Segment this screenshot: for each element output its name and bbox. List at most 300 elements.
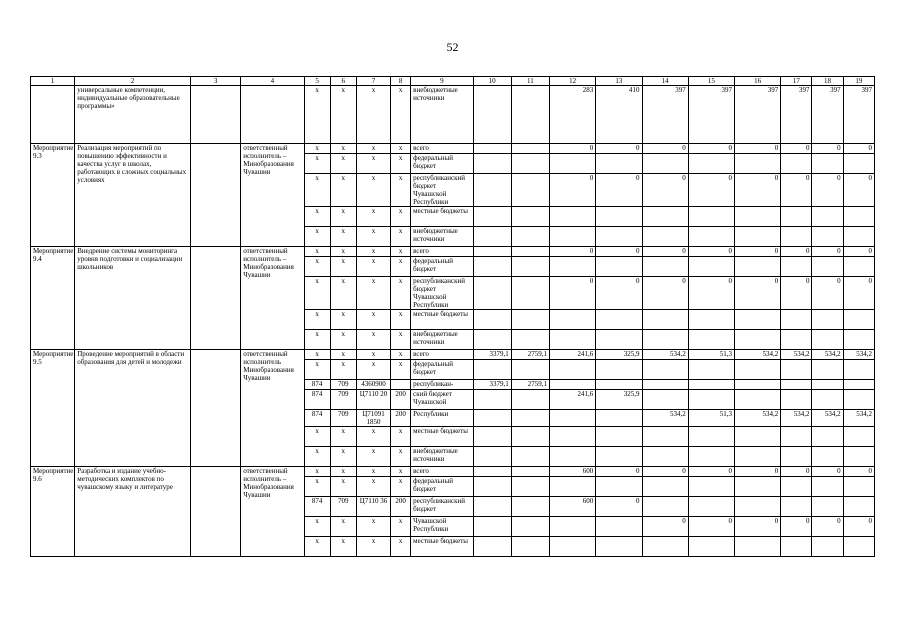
amount-cell: 241,6 xyxy=(549,390,595,410)
budget-code: x xyxy=(356,277,390,310)
amount-cell: 51,3 xyxy=(688,350,734,360)
amount-cell: 0 xyxy=(688,174,734,207)
budget-code: 874 xyxy=(304,380,330,390)
amount-cell xyxy=(473,310,511,330)
amount-cell xyxy=(642,537,688,557)
column-number: 4 xyxy=(241,77,304,86)
amount-cell xyxy=(511,154,549,174)
funding-source: республикан- xyxy=(411,380,473,390)
budget-code: x xyxy=(356,537,390,557)
event-description: Разработка и издание учебно-методических комплектов по чувашскому языку и литературе xyxy=(75,467,191,557)
amount-cell xyxy=(843,537,874,557)
budget-code: x xyxy=(356,86,390,144)
budget-code: x xyxy=(304,310,330,330)
budget-code: x xyxy=(330,447,356,467)
amount-cell xyxy=(812,477,843,497)
amount-cell: 0 xyxy=(781,467,812,477)
budget-code: x xyxy=(330,207,356,227)
budget-code: x xyxy=(356,174,390,207)
budget-code: 874 xyxy=(304,497,330,517)
budget-code: 709 xyxy=(330,390,356,410)
amount-cell xyxy=(642,497,688,517)
event-description: Проведение мероприятий в области образования для детей и молодежи xyxy=(75,350,191,467)
budget-code: x xyxy=(330,154,356,174)
amount-cell: 0 xyxy=(812,517,843,537)
amount-cell xyxy=(812,257,843,277)
amount-cell xyxy=(596,310,642,330)
amount-cell xyxy=(511,207,549,227)
amount-cell xyxy=(735,537,781,557)
amount-cell: 0 xyxy=(735,277,781,310)
budget-code: x xyxy=(356,207,390,227)
amount-cell: 3379,1 xyxy=(473,380,511,390)
budget-code: x xyxy=(391,477,411,497)
amount-cell: 0 xyxy=(843,247,874,257)
budget-code: 200 xyxy=(391,497,411,517)
amount-cell xyxy=(511,144,549,154)
budget-code: x xyxy=(391,277,411,310)
amount-cell: 283 xyxy=(549,86,595,144)
event-description: Реализация мероприятий по повышению эффективности и качества услуг в школах, работающих в сложных социальных условиях xyxy=(75,144,191,247)
budget-code: x xyxy=(391,360,411,380)
budget-code: Ц7110 36 xyxy=(356,497,390,517)
amount-cell xyxy=(781,310,812,330)
amount-cell: 0 xyxy=(781,144,812,154)
budget-code: 709 xyxy=(330,410,356,427)
amount-cell: 0 xyxy=(596,174,642,207)
amount-cell: 325,9 xyxy=(596,350,642,360)
amount-cell xyxy=(688,330,734,350)
budget-code: 4360900 xyxy=(356,380,390,390)
amount-cell xyxy=(688,477,734,497)
budget-code: x xyxy=(330,86,356,144)
amount-cell xyxy=(843,447,874,467)
amount-cell xyxy=(549,477,595,497)
budget-code: x xyxy=(391,257,411,277)
amount-cell xyxy=(688,390,734,410)
amount-cell xyxy=(735,380,781,390)
amount-cell xyxy=(642,447,688,467)
budget-code: x xyxy=(356,467,390,477)
amount-cell xyxy=(596,330,642,350)
amount-cell: 397 xyxy=(781,86,812,144)
amount-cell xyxy=(473,154,511,174)
event-number: Мероприятие 9.3 xyxy=(31,144,75,247)
budget-code: 200 xyxy=(391,410,411,427)
budget-code: x xyxy=(304,257,330,277)
budget-code: 200 xyxy=(391,390,411,410)
column-number: 6 xyxy=(330,77,356,86)
amount-cell: 2759,1 xyxy=(511,350,549,360)
amount-cell xyxy=(642,427,688,447)
column-number: 10 xyxy=(473,77,511,86)
event-number: Мероприятие 9.5 xyxy=(31,350,75,467)
amount-cell xyxy=(549,427,595,447)
amount-cell: 2759,1 xyxy=(511,380,549,390)
budget-code: x xyxy=(304,227,330,247)
amount-cell xyxy=(812,380,843,390)
amount-cell xyxy=(812,427,843,447)
funding-source: Республики xyxy=(411,410,473,427)
amount-cell: 0 xyxy=(812,144,843,154)
amount-cell xyxy=(735,330,781,350)
amount-cell xyxy=(735,360,781,380)
column-number: 14 xyxy=(642,77,688,86)
budget-code: x xyxy=(304,207,330,227)
amount-cell xyxy=(549,227,595,247)
amount-cell xyxy=(812,537,843,557)
budget-code: x xyxy=(304,277,330,310)
event-number: Мероприятие 9.6 xyxy=(31,467,75,557)
amount-cell xyxy=(812,154,843,174)
amount-cell xyxy=(596,360,642,380)
amount-cell: 0 xyxy=(642,277,688,310)
budget-code: x xyxy=(391,154,411,174)
amount-cell xyxy=(473,330,511,350)
amount-cell xyxy=(642,310,688,330)
amount-cell: 0 xyxy=(596,467,642,477)
funding-source: внебюджетные источники xyxy=(411,227,473,247)
column-number: 18 xyxy=(812,77,843,86)
funding-source: всего xyxy=(411,247,473,257)
budget-code: x xyxy=(356,427,390,447)
funding-source: местные бюджеты xyxy=(411,537,473,557)
budget-code: x xyxy=(356,350,390,360)
amount-cell: 0 xyxy=(781,277,812,310)
amount-cell xyxy=(688,154,734,174)
funding-source: федеральный бюджет xyxy=(411,154,473,174)
amount-cell xyxy=(511,330,549,350)
column-number: 7 xyxy=(356,77,390,86)
budget-code: x xyxy=(391,227,411,247)
amount-cell xyxy=(473,477,511,497)
funding-source: республиканский бюджет xyxy=(411,497,473,517)
amount-cell xyxy=(549,310,595,330)
goal-cell xyxy=(190,86,240,144)
amount-cell xyxy=(549,517,595,537)
amount-cell xyxy=(812,447,843,467)
amount-cell xyxy=(596,410,642,427)
amount-cell: 397 xyxy=(843,86,874,144)
amount-cell xyxy=(642,477,688,497)
responsible-cell xyxy=(241,86,304,144)
column-number: 16 xyxy=(735,77,781,86)
amount-cell: 0 xyxy=(812,467,843,477)
amount-cell xyxy=(511,427,549,447)
budget-code: x xyxy=(304,154,330,174)
amount-cell xyxy=(596,154,642,174)
amount-cell xyxy=(596,257,642,277)
amount-cell xyxy=(473,86,511,144)
amount-cell: 0 xyxy=(688,247,734,257)
amount-cell xyxy=(511,227,549,247)
budget-code: x xyxy=(356,154,390,174)
budget-code: x xyxy=(304,247,330,257)
amount-cell: 0 xyxy=(596,247,642,257)
amount-cell xyxy=(812,497,843,517)
amount-cell: 0 xyxy=(843,174,874,207)
amount-cell xyxy=(688,380,734,390)
funding-source: федеральный бюджет xyxy=(411,257,473,277)
header-row xyxy=(31,77,875,86)
amount-cell xyxy=(843,330,874,350)
budget-code: x xyxy=(330,477,356,497)
column-number: 8 xyxy=(391,77,411,86)
funding-source: Чувашской Республики xyxy=(411,517,473,537)
amount-cell xyxy=(781,257,812,277)
amount-cell xyxy=(511,517,549,537)
budget-code: 709 xyxy=(330,497,356,517)
funding-source: всего xyxy=(411,467,473,477)
amount-cell xyxy=(473,467,511,477)
funding-source: всего xyxy=(411,144,473,154)
amount-cell: 0 xyxy=(735,517,781,537)
budget-code: x xyxy=(330,360,356,380)
amount-cell: 0 xyxy=(812,174,843,207)
amount-cell xyxy=(642,390,688,410)
event-number: Мероприятие 9.4 xyxy=(31,247,75,350)
budget-code: x xyxy=(391,447,411,467)
amount-cell: 241,6 xyxy=(549,350,595,360)
amount-cell xyxy=(688,310,734,330)
amount-cell xyxy=(843,390,874,410)
budget-code: x xyxy=(356,517,390,537)
budget-code: x xyxy=(356,247,390,257)
column-number: 11 xyxy=(511,77,549,86)
amount-cell xyxy=(596,537,642,557)
amount-cell xyxy=(781,154,812,174)
amount-cell: 0 xyxy=(812,277,843,310)
amount-cell: 0 xyxy=(781,247,812,257)
amount-cell xyxy=(843,427,874,447)
budget-code: x xyxy=(330,350,356,360)
column-number: 17 xyxy=(781,77,812,86)
amount-cell xyxy=(642,380,688,390)
budget-code: x xyxy=(356,227,390,247)
amount-cell xyxy=(511,497,549,517)
amount-cell: 0 xyxy=(549,247,595,257)
amount-cell xyxy=(781,447,812,467)
amount-cell xyxy=(473,257,511,277)
amount-cell: 600 xyxy=(549,497,595,517)
amount-cell: 534,2 xyxy=(781,350,812,360)
responsible-executor: ответственный исполнитель – Минобразования Чувашии xyxy=(241,144,304,247)
event-description: Внедрение системы мониторинга уровня подготовки и социализации школьников xyxy=(75,247,191,350)
budget-code: x xyxy=(330,467,356,477)
amount-cell xyxy=(735,154,781,174)
amount-cell xyxy=(549,360,595,380)
amount-cell xyxy=(781,390,812,410)
amount-cell xyxy=(781,380,812,390)
budget-code: x xyxy=(304,174,330,207)
budget-code: x xyxy=(356,310,390,330)
amount-cell xyxy=(473,247,511,257)
budget-code: 874 xyxy=(304,390,330,410)
amount-cell xyxy=(735,310,781,330)
amount-cell xyxy=(511,247,549,257)
amount-cell xyxy=(473,427,511,447)
budget-code: x xyxy=(304,467,330,477)
funding-source: федеральный бюджет xyxy=(411,477,473,497)
table-row xyxy=(31,350,875,360)
budget-code: x xyxy=(330,517,356,537)
budget-code: x xyxy=(330,257,356,277)
amount-cell xyxy=(473,537,511,557)
amount-cell xyxy=(735,427,781,447)
amount-cell xyxy=(596,380,642,390)
continuation-row xyxy=(31,86,875,144)
amount-cell xyxy=(781,497,812,517)
amount-cell: 0 xyxy=(688,277,734,310)
goal-cell xyxy=(190,350,240,467)
amount-cell: 0 xyxy=(642,174,688,207)
budget-code: Ц7110 20 xyxy=(356,390,390,410)
amount-cell xyxy=(511,477,549,497)
amount-cell xyxy=(843,310,874,330)
amount-cell: 534,2 xyxy=(735,350,781,360)
amount-cell xyxy=(843,257,874,277)
goal-cell xyxy=(190,467,240,557)
amount-cell: 0 xyxy=(781,517,812,537)
amount-cell xyxy=(642,207,688,227)
amount-cell xyxy=(642,330,688,350)
column-number: 5 xyxy=(304,77,330,86)
column-number: 2 xyxy=(75,77,191,86)
budget-code: x xyxy=(330,427,356,447)
amount-cell: 0 xyxy=(843,467,874,477)
budget-code: x xyxy=(304,517,330,537)
amount-cell: 0 xyxy=(843,277,874,310)
budget-code: x xyxy=(391,537,411,557)
budget-code: x xyxy=(304,144,330,154)
budget-code: x xyxy=(330,537,356,557)
amount-cell: 397 xyxy=(688,86,734,144)
amount-cell xyxy=(688,427,734,447)
amount-cell: 0 xyxy=(735,247,781,257)
budget-code: x xyxy=(391,517,411,537)
amount-cell: 534,2 xyxy=(843,350,874,360)
budget-code xyxy=(391,380,411,390)
budget-code: x xyxy=(304,537,330,557)
budget-code: x xyxy=(391,144,411,154)
budget-code: Ц71091 1850 xyxy=(356,410,390,427)
amount-cell xyxy=(473,447,511,467)
amount-cell xyxy=(688,447,734,467)
budget-code: x xyxy=(304,427,330,447)
amount-cell xyxy=(781,360,812,380)
amount-cell xyxy=(596,517,642,537)
funding-source: местные бюджеты xyxy=(411,427,473,447)
amount-cell: 534,2 xyxy=(642,350,688,360)
goal-cell xyxy=(190,247,240,350)
budget-code: x xyxy=(330,310,356,330)
amount-cell xyxy=(843,154,874,174)
amount-cell xyxy=(511,257,549,277)
amount-cell xyxy=(549,447,595,467)
amount-cell: 0 xyxy=(549,174,595,207)
amount-cell xyxy=(596,427,642,447)
budget-code: x xyxy=(330,144,356,154)
amount-cell xyxy=(642,257,688,277)
amount-cell xyxy=(549,380,595,390)
funding-source: ский бюджет Чувашской xyxy=(411,390,473,410)
amount-cell xyxy=(549,330,595,350)
amount-cell: 51,3 xyxy=(688,410,734,427)
budget-code: x xyxy=(391,174,411,207)
budget-code: x xyxy=(330,174,356,207)
budget-code: x xyxy=(356,257,390,277)
amount-cell: 0 xyxy=(781,174,812,207)
amount-cell xyxy=(511,467,549,477)
funding-source: внебюджетные источники xyxy=(411,86,473,144)
amount-cell xyxy=(735,390,781,410)
amount-cell xyxy=(549,410,595,427)
amount-cell: 0 xyxy=(596,277,642,310)
amount-cell xyxy=(549,154,595,174)
goal-cell xyxy=(190,144,240,247)
table-row xyxy=(31,247,875,257)
column-number: 12 xyxy=(549,77,595,86)
amount-cell xyxy=(843,380,874,390)
amount-cell xyxy=(549,257,595,277)
amount-cell: 0 xyxy=(688,467,734,477)
amount-cell xyxy=(596,447,642,467)
amount-cell xyxy=(735,447,781,467)
amount-cell xyxy=(812,360,843,380)
amount-cell xyxy=(735,477,781,497)
amount-cell xyxy=(688,537,734,557)
funding-source: республиканский бюджет Чувашской Республики xyxy=(411,277,473,310)
funding-source: местные бюджеты xyxy=(411,310,473,330)
budget-code: 709 xyxy=(330,380,356,390)
event-cell xyxy=(31,86,75,144)
amount-cell: 0 xyxy=(735,144,781,154)
amount-cell xyxy=(511,310,549,330)
amount-cell xyxy=(735,227,781,247)
budget-code: x xyxy=(356,360,390,380)
amount-cell xyxy=(812,330,843,350)
amount-cell: 3379,1 xyxy=(473,350,511,360)
amount-cell: 0 xyxy=(735,467,781,477)
amount-cell xyxy=(511,537,549,557)
amount-cell xyxy=(473,390,511,410)
budget-code: x xyxy=(304,350,330,360)
amount-cell xyxy=(473,227,511,247)
budget-code: 874 xyxy=(304,410,330,427)
amount-cell xyxy=(781,207,812,227)
budget-code: x xyxy=(330,227,356,247)
amount-cell xyxy=(812,227,843,247)
amount-cell: 0 xyxy=(642,247,688,257)
amount-cell: 0 xyxy=(549,277,595,310)
amount-cell xyxy=(688,360,734,380)
amount-cell xyxy=(781,477,812,497)
amount-cell xyxy=(511,174,549,207)
amount-cell: 0 xyxy=(549,144,595,154)
amount-cell xyxy=(473,174,511,207)
amount-cell xyxy=(511,360,549,380)
amount-cell xyxy=(473,144,511,154)
responsible-executor: ответственный исполнитель – Минобразования Чувашии xyxy=(241,247,304,350)
funding-source: внебюджетные источники xyxy=(411,330,473,350)
budget-code: x xyxy=(356,477,390,497)
column-number: 19 xyxy=(843,77,874,86)
amount-cell: 397 xyxy=(812,86,843,144)
amount-cell xyxy=(473,517,511,537)
amount-cell xyxy=(735,257,781,277)
budget-code: x xyxy=(304,447,330,467)
amount-cell xyxy=(812,310,843,330)
